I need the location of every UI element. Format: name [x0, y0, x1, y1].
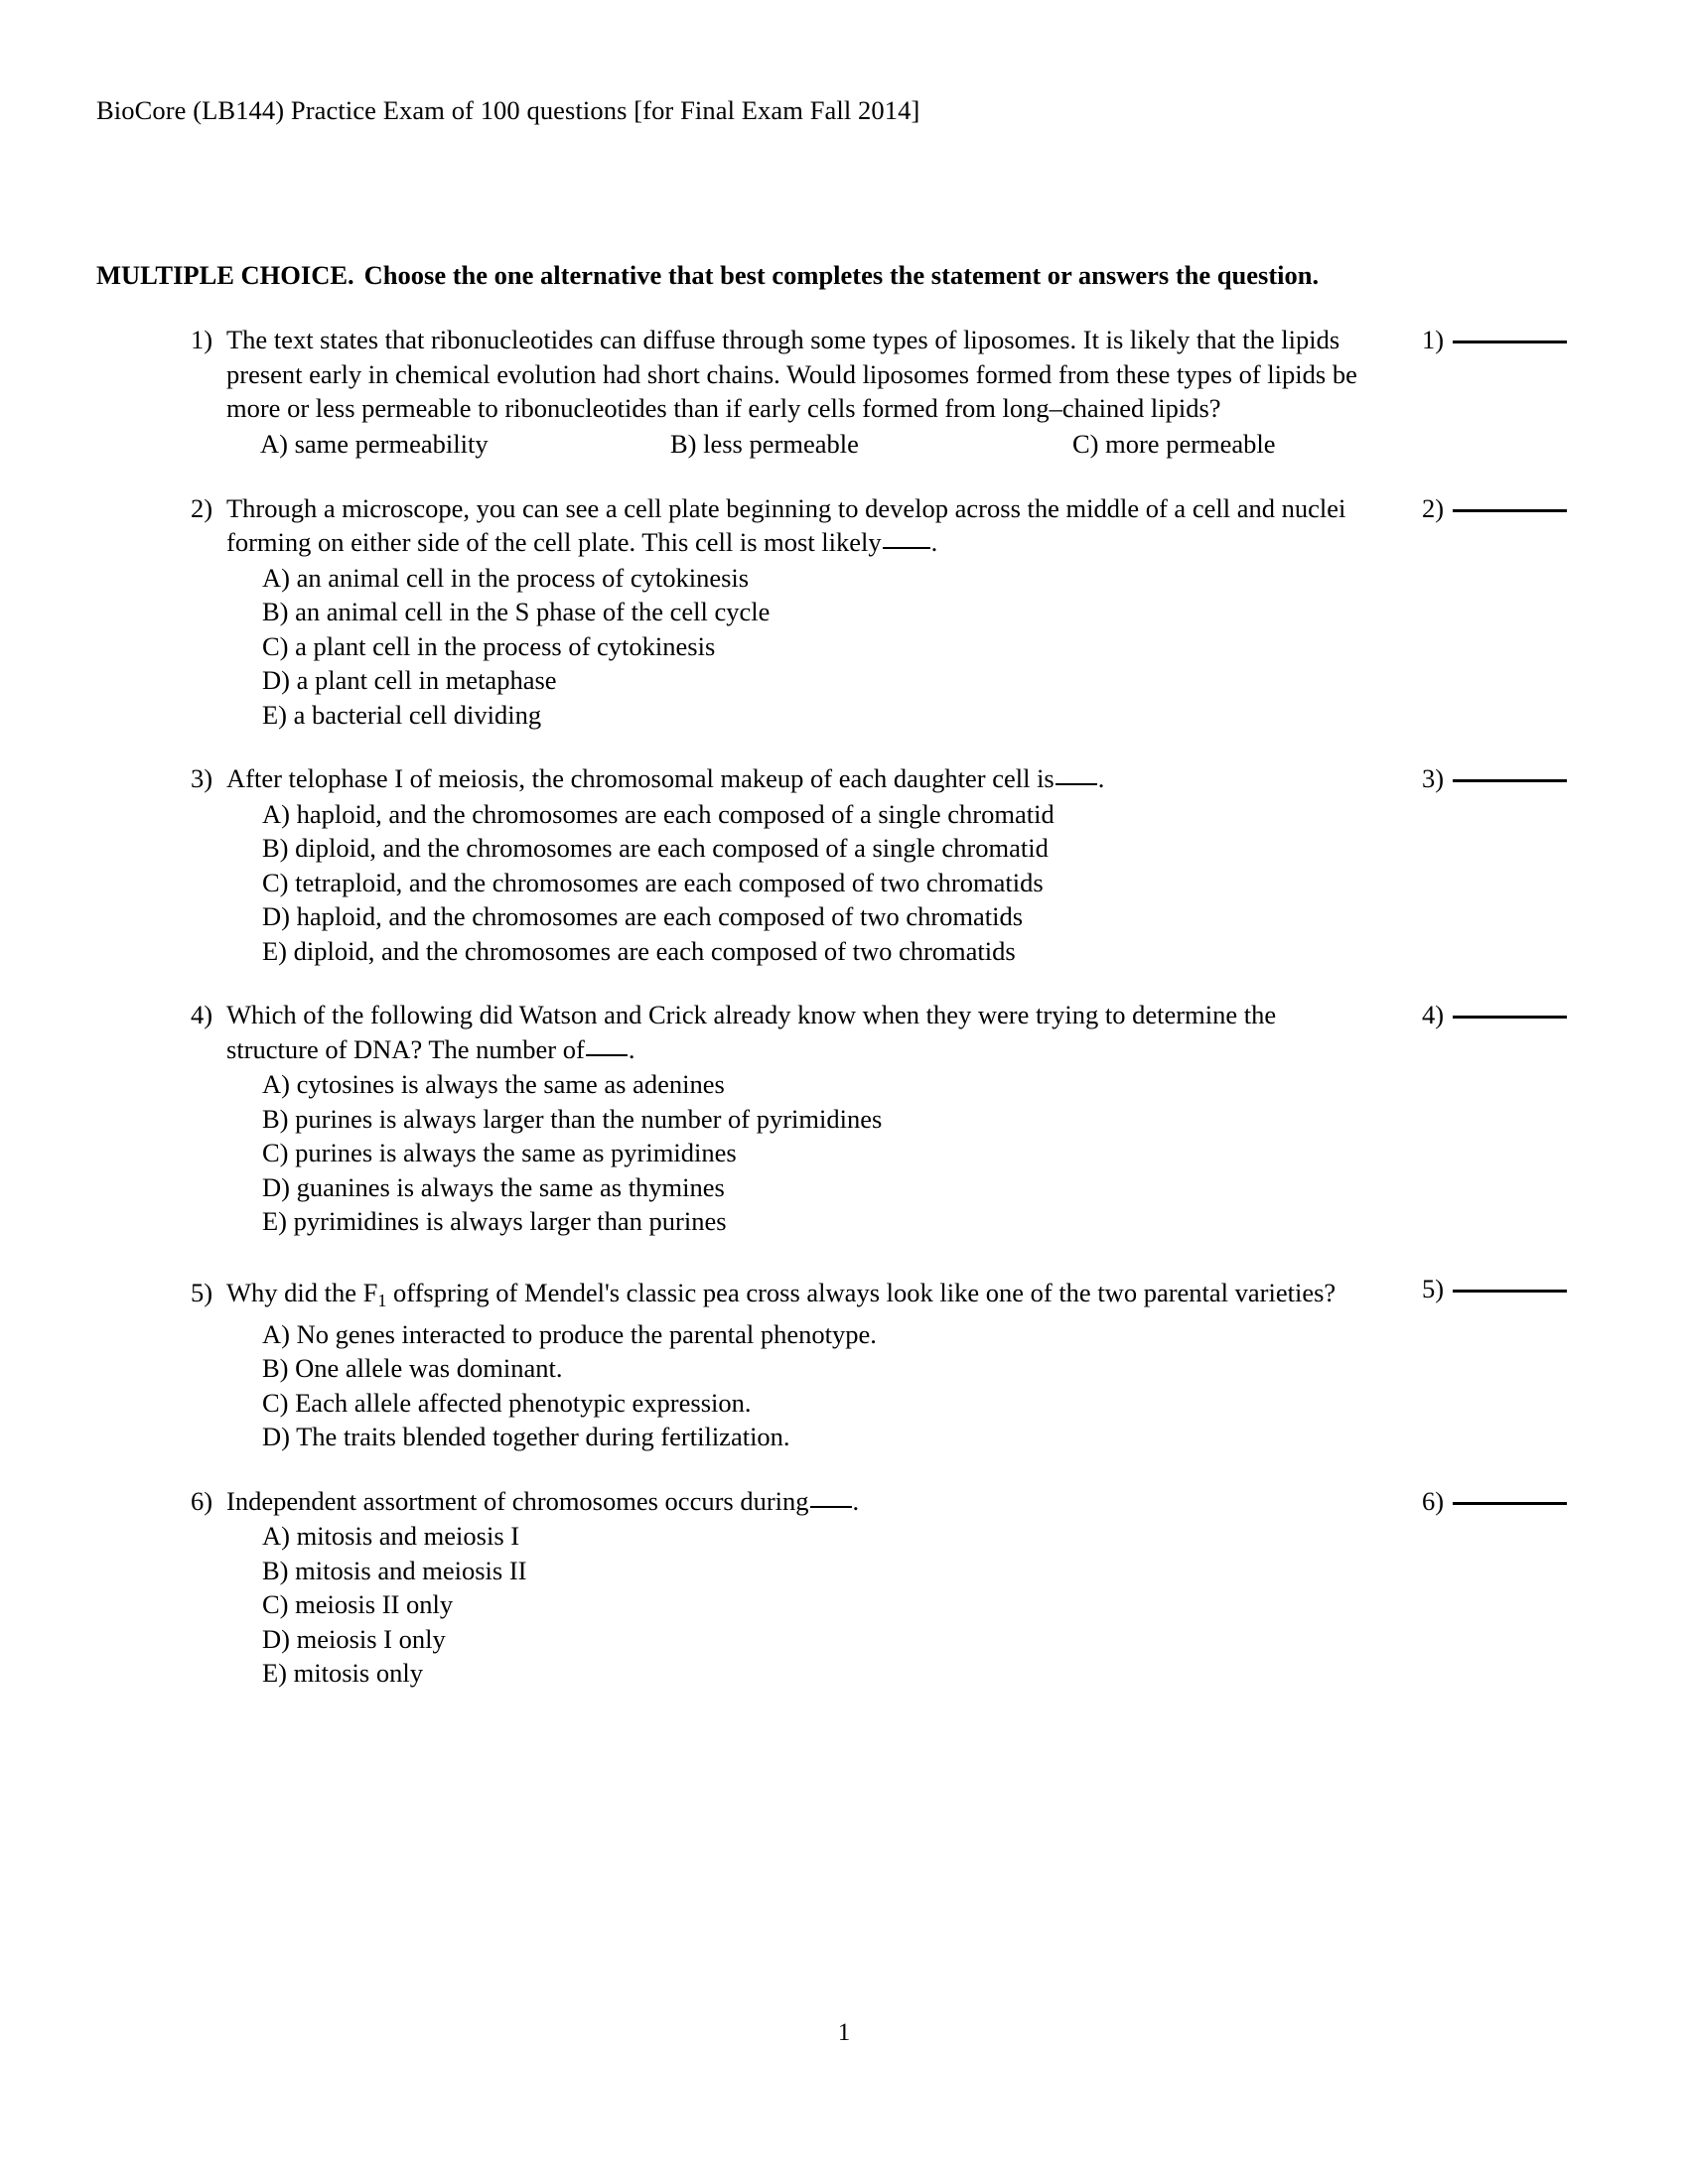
question-2-text-end: .	[930, 527, 938, 557]
question-6-number: 6)	[191, 1485, 213, 1516]
instruction-text: Choose the one alternative that best completes the statement or answers the question.	[363, 260, 1320, 290]
question-1-number: 1)	[191, 325, 213, 354]
question-6-body	[191, 1484, 1372, 1691]
question-1-body	[191, 323, 1372, 462]
question-6-option-e[interactable]: E) mitosis only	[262, 1658, 423, 1688]
question-1-text: The text states that ribonucleotides can diffuse through some types of liposomes. It is likely that the lipids present early in chemical evolution had short chains. Would liposomes formed from these types of lipids be more or less permeable to ribonucleotides than if early cells formed from long–chained lipids?	[226, 325, 1357, 423]
question-2-option-a[interactable]: A) an animal cell in the process of cytokinesis	[262, 562, 750, 593]
question-4-option-a[interactable]: A) cytosines is always the same as adenines	[262, 1069, 725, 1099]
question-5-option-a[interactable]: A) No genes interacted to produce the parental phenotype.	[262, 1318, 877, 1349]
question-4-inline-blank	[586, 1054, 628, 1056]
answer-blank-5[interactable]	[1422, 1272, 1630, 1306]
answer-blank-4-rule[interactable]	[1453, 1016, 1567, 1019]
instruction-label: MULTIPLE CHOICE.	[96, 260, 354, 290]
answer-blank-3-number: 3)	[1422, 763, 1445, 793]
question-3	[0, 761, 1688, 968]
question-2-option-b[interactable]: B) an animal cell in the S phase of the cell cycle	[262, 597, 771, 626]
answer-blank-1[interactable]	[1422, 323, 1630, 357]
question-2-stem	[191, 491, 1372, 560]
question-4-option-b[interactable]: B) purines is always larger than the number of pyrimidines	[262, 1103, 883, 1134]
question-3-body	[191, 761, 1372, 968]
answer-blank-1-number: 1)	[1422, 325, 1445, 354]
answer-blank-2-number: 2)	[1422, 492, 1445, 523]
answer-blank-1-rule[interactable]	[1453, 341, 1567, 343]
question-4-number: 4)	[191, 1000, 213, 1029]
question-5-stem	[191, 1269, 1372, 1316]
question-6-inline-blank	[810, 1506, 852, 1508]
answer-blank-6-number: 6)	[1422, 1485, 1445, 1516]
question-6-text: Independent assortment of chromosomes occurs during	[226, 1485, 809, 1516]
answer-blank-6[interactable]	[1422, 1484, 1630, 1519]
question-4-option-c[interactable]: C) purines is always the same as pyrimidines	[262, 1138, 737, 1167]
page-number: 1	[837, 2019, 851, 2046]
question-1-option-b[interactable]: B) less permeable	[670, 428, 859, 459]
question-2-text: Through a microscope, you can see a cell plate beginning to develop across the middle of a cell and nuclei forming on either side of the cell plate. This cell is most likely	[226, 492, 1346, 557]
question-5-option-c[interactable]: C) Each allele affected phenotypic expression.	[262, 1387, 752, 1418]
question-6	[0, 1484, 1688, 1691]
question-2-inline-blank	[883, 547, 930, 549]
question-5-number: 5)	[191, 1277, 213, 1307]
question-2-option-c[interactable]: C) a plant cell in the process of cytokinesis	[262, 630, 716, 661]
answer-blank-4-number: 4)	[1422, 1000, 1445, 1029]
question-6-option-a[interactable]: A) mitosis and meiosis I	[262, 1521, 520, 1551]
answer-blank-3-rule[interactable]	[1453, 779, 1567, 782]
question-2	[0, 491, 1688, 733]
question-3-option-e[interactable]: E) diploid, and the chromosomes are each composed of two chromatids	[262, 935, 1016, 966]
question-4	[0, 998, 1688, 1239]
question-5-option-d[interactable]: D) The traits blended together during fertilization.	[262, 1422, 790, 1451]
question-6-option-b[interactable]: B) mitosis and meiosis II	[262, 1555, 527, 1585]
answer-blank-5-number: 5)	[1422, 1273, 1445, 1303]
question-6-options	[191, 1519, 1372, 1691]
question-1-option-c[interactable]: C) more permeable	[1072, 428, 1276, 459]
question-4-text-end: .	[628, 1033, 635, 1064]
question-5-options	[191, 1317, 1372, 1454]
question-2-body	[191, 491, 1372, 733]
instruction-line	[96, 260, 1319, 291]
question-5-option-b[interactable]: B) One allele was dominant.	[262, 1353, 563, 1383]
question-5-text-prefix: Why did the F	[226, 1277, 378, 1307]
document-header: BioCore (LB144) Practice Exam of 100 questions [for Final Exam Fall 2014]	[96, 95, 920, 125]
question-4-option-e[interactable]: E) pyrimidines is always larger than purines	[262, 1206, 727, 1236]
answer-blank-6-rule[interactable]	[1453, 1502, 1567, 1505]
question-1-option-a[interactable]: A) same permeability	[260, 428, 489, 459]
question-3-text-end: .	[1097, 763, 1105, 793]
question-2-number: 2)	[191, 492, 213, 523]
question-2-options	[191, 561, 1372, 733]
question-6-option-c[interactable]: C) meiosis II only	[262, 1589, 454, 1619]
question-3-option-b[interactable]: B) diploid, and the chromosomes are each composed of a single chromatid	[262, 833, 1049, 863]
question-2-option-d[interactable]: D) a plant cell in metaphase	[262, 665, 557, 695]
question-list	[0, 323, 1688, 1720]
question-4-option-d[interactable]: D) guanines is always the same as thymines	[262, 1171, 725, 1202]
question-3-inline-blank	[1055, 783, 1097, 785]
question-1-stem	[191, 323, 1372, 426]
answer-blank-4[interactable]	[1422, 998, 1630, 1032]
question-4-stem	[191, 998, 1372, 1066]
question-3-options	[191, 797, 1372, 969]
question-4-options	[191, 1067, 1372, 1239]
question-1	[0, 323, 1688, 462]
question-3-option-a[interactable]: A) haploid, and the chromosomes are each composed of a single chromatid	[262, 798, 1055, 829]
question-4-body	[191, 998, 1372, 1239]
question-5	[0, 1269, 1688, 1454]
question-3-option-d[interactable]: D) haploid, and the chromosomes are each composed of two chromatids	[262, 901, 1024, 931]
question-4-text: Which of the following did Watson and Crick already know when they were trying to determine the structure of DNA? The number of	[226, 1000, 1277, 1064]
question-5-subscript: 1	[377, 1290, 387, 1310]
question-3-number: 3)	[191, 763, 213, 793]
question-6-option-d[interactable]: D) meiosis I only	[262, 1623, 446, 1654]
answer-blank-2[interactable]	[1422, 491, 1630, 526]
question-5-body	[191, 1269, 1372, 1454]
answer-blank-2-rule[interactable]	[1453, 509, 1567, 512]
question-3-text: After telophase I of meiosis, the chromosomal makeup of each daughter cell is	[226, 763, 1055, 793]
answer-blank-3[interactable]	[1422, 761, 1630, 796]
answer-blank-5-rule[interactable]	[1453, 1290, 1567, 1293]
question-5-text-suffix: offspring of Mendel's classic pea cross always look like one of the two parental varieties?	[386, 1277, 1336, 1307]
question-6-text-end: .	[852, 1485, 860, 1516]
question-1-options	[191, 427, 1372, 462]
question-3-stem	[191, 761, 1372, 796]
question-3-option-c[interactable]: C) tetraploid, and the chromosomes are each composed of two chromatids	[262, 867, 1044, 897]
question-6-stem	[191, 1484, 1372, 1519]
question-2-option-e[interactable]: E) a bacterial cell dividing	[262, 699, 542, 730]
